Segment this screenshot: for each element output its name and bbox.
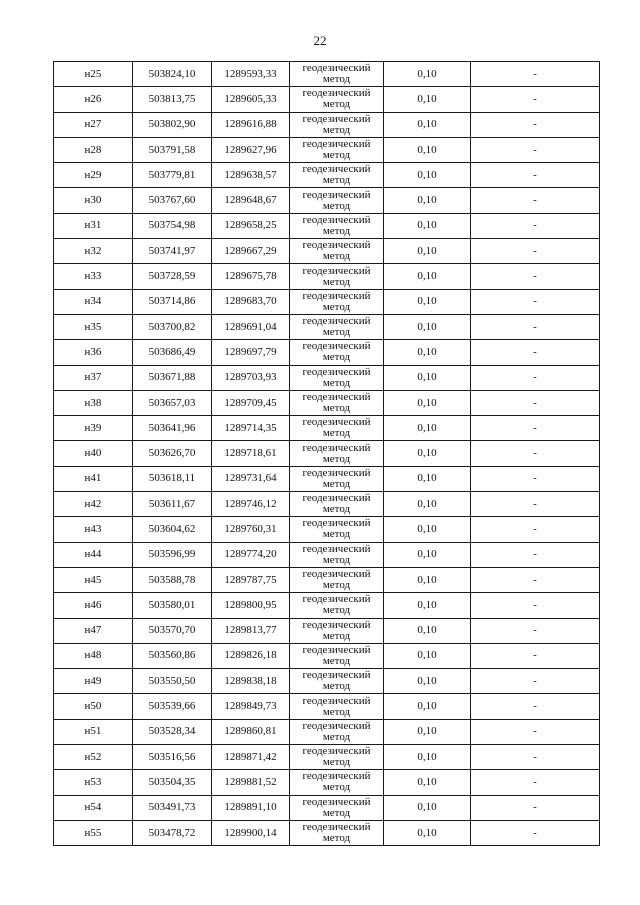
- method-cell: [290, 365, 384, 390]
- method-line-1: геодезический: [302, 492, 371, 505]
- method-line-2: метод: [322, 579, 351, 592]
- accuracy-cell: 0,10: [384, 618, 471, 643]
- accuracy-cell: 0,10: [384, 567, 471, 592]
- table-row: [54, 643, 600, 668]
- table-row: [54, 340, 600, 365]
- note-cell: -: [471, 239, 600, 264]
- method-cell: [290, 213, 384, 238]
- x-coordinate-cell: 503618,11: [133, 466, 212, 491]
- method-cell: [290, 441, 384, 466]
- method-line-1: геодезический: [302, 618, 371, 631]
- method-line-1: геодезический: [302, 416, 371, 429]
- note-cell: -: [471, 770, 600, 795]
- method-line-1: геодезический: [302, 264, 371, 277]
- table-row: [54, 719, 600, 744]
- note-cell: -: [471, 820, 600, 845]
- x-coordinate-cell: 503714,86: [133, 289, 212, 314]
- accuracy-cell: 0,10: [384, 669, 471, 694]
- x-coordinate-cell: 503671,88: [133, 365, 212, 390]
- x-coordinate-cell: 503580,01: [133, 593, 212, 618]
- page-number: 22: [313, 33, 327, 48]
- y-coordinate-cell: 1289813,77: [212, 618, 290, 643]
- y-coordinate-cell: 1289709,45: [212, 390, 290, 415]
- x-coordinate-cell: 503641,96: [133, 416, 212, 441]
- table-row: [54, 137, 600, 162]
- accuracy-cell: 0,10: [384, 542, 471, 567]
- method-line-1: геодезический: [302, 315, 371, 328]
- table-row: [54, 820, 600, 845]
- table-row: [54, 593, 600, 618]
- method-line-2: метод: [322, 832, 351, 845]
- x-coordinate-cell: 503741,97: [133, 239, 212, 264]
- method-line-1: геодезический: [302, 112, 371, 125]
- method-line-1: геодезический: [302, 517, 371, 530]
- y-coordinate-cell: 1289731,64: [212, 466, 290, 491]
- method-line-1: геодезический: [302, 795, 371, 808]
- method-line-1: геодезический: [302, 542, 371, 555]
- method-line-2: метод: [322, 427, 351, 440]
- method-cell: [290, 492, 384, 517]
- x-coordinate-cell: 503539,66: [133, 694, 212, 719]
- y-coordinate-cell: 1289891,10: [212, 795, 290, 820]
- y-coordinate-cell: 1289675,78: [212, 264, 290, 289]
- point-name-cell: н43: [54, 517, 133, 542]
- method-line-1: геодезический: [302, 239, 371, 252]
- method-line-1: геодезический: [302, 62, 371, 75]
- method-cell: [290, 314, 384, 339]
- y-coordinate-cell: 1289881,52: [212, 770, 290, 795]
- method-line-2: метод: [322, 452, 351, 465]
- note-cell: -: [471, 390, 600, 415]
- x-coordinate-cell: 503560,86: [133, 643, 212, 668]
- accuracy-cell: 0,10: [384, 188, 471, 213]
- x-coordinate-cell: 503516,56: [133, 745, 212, 770]
- y-coordinate-cell: 1289838,18: [212, 669, 290, 694]
- x-coordinate-cell: 503754,98: [133, 213, 212, 238]
- method-line-2: метод: [322, 98, 351, 111]
- method-cell: [290, 62, 384, 87]
- point-name-cell: н44: [54, 542, 133, 567]
- method-cell: [290, 770, 384, 795]
- method-line-2: метод: [322, 553, 351, 566]
- x-coordinate-cell: 503824,10: [133, 62, 212, 87]
- method-cell: [290, 745, 384, 770]
- x-coordinate-cell: 503611,67: [133, 492, 212, 517]
- coordinates-table-body: [54, 62, 600, 846]
- table-row: [54, 795, 600, 820]
- method-cell: [290, 820, 384, 845]
- point-name-cell: н28: [54, 137, 133, 162]
- x-coordinate-cell: 503504,35: [133, 770, 212, 795]
- point-name-cell: н37: [54, 365, 133, 390]
- table-row: [54, 188, 600, 213]
- method-line-1: геодезический: [302, 188, 371, 201]
- note-cell: -: [471, 87, 600, 112]
- table-row: [54, 390, 600, 415]
- table-row: [54, 87, 600, 112]
- method-cell: [290, 264, 384, 289]
- point-name-cell: н55: [54, 820, 133, 845]
- point-name-cell: н27: [54, 112, 133, 137]
- note-cell: -: [471, 340, 600, 365]
- method-line-1: геодезический: [302, 340, 371, 353]
- method-line-2: метод: [322, 149, 351, 162]
- y-coordinate-cell: 1289697,79: [212, 340, 290, 365]
- method-line-2: метод: [322, 326, 351, 339]
- accuracy-cell: 0,10: [384, 441, 471, 466]
- x-coordinate-cell: 503802,90: [133, 112, 212, 137]
- note-cell: -: [471, 314, 600, 339]
- method-cell: [290, 163, 384, 188]
- table-row: [54, 745, 600, 770]
- point-name-cell: н51: [54, 719, 133, 744]
- y-coordinate-cell: 1289787,75: [212, 567, 290, 592]
- x-coordinate-cell: 503478,72: [133, 820, 212, 845]
- note-cell: -: [471, 618, 600, 643]
- table-row: [54, 416, 600, 441]
- method-cell: [290, 795, 384, 820]
- x-coordinate-cell: 503491,73: [133, 795, 212, 820]
- x-coordinate-cell: 503626,70: [133, 441, 212, 466]
- method-cell: [290, 719, 384, 744]
- method-line-1: геодезический: [302, 466, 371, 479]
- point-name-cell: н41: [54, 466, 133, 491]
- accuracy-cell: 0,10: [384, 517, 471, 542]
- method-line-1: геодезический: [302, 391, 371, 403]
- table-row: [54, 517, 600, 542]
- accuracy-cell: 0,10: [384, 264, 471, 289]
- method-line-1: геодезический: [302, 441, 371, 454]
- note-cell: -: [471, 795, 600, 820]
- point-name-cell: н46: [54, 593, 133, 618]
- method-cell: [290, 618, 384, 643]
- accuracy-cell: 0,10: [384, 137, 471, 162]
- table-row: [54, 264, 600, 289]
- point-name-cell: н40: [54, 441, 133, 466]
- accuracy-cell: 0,10: [384, 163, 471, 188]
- point-name-cell: н29: [54, 163, 133, 188]
- note-cell: -: [471, 416, 600, 441]
- point-name-cell: н33: [54, 264, 133, 289]
- table-row: [54, 163, 600, 188]
- y-coordinate-cell: 1289616,88: [212, 112, 290, 137]
- accuracy-cell: 0,10: [384, 365, 471, 390]
- x-coordinate-cell: 503588,78: [133, 567, 212, 592]
- point-name-cell: н45: [54, 567, 133, 592]
- x-coordinate-cell: 503791,58: [133, 137, 212, 162]
- method-line-2: метод: [322, 806, 351, 819]
- accuracy-cell: 0,10: [384, 719, 471, 744]
- y-coordinate-cell: 1289849,73: [212, 694, 290, 719]
- method-line-1: геодезический: [302, 87, 371, 100]
- method-line-1: геодезический: [302, 719, 371, 732]
- x-coordinate-cell: 503686,49: [133, 340, 212, 365]
- point-name-cell: н31: [54, 213, 133, 238]
- point-name-cell: н36: [54, 340, 133, 365]
- accuracy-cell: 0,10: [384, 643, 471, 668]
- accuracy-cell: 0,10: [384, 112, 471, 137]
- method-cell: [290, 289, 384, 314]
- y-coordinate-cell: 1289900,14: [212, 820, 290, 845]
- point-name-cell: н25: [54, 62, 133, 87]
- y-coordinate-cell: 1289746,12: [212, 492, 290, 517]
- table-row: [54, 466, 600, 491]
- point-name-cell: н54: [54, 795, 133, 820]
- method-line-2: метод: [322, 756, 351, 769]
- table-row: [54, 441, 600, 466]
- x-coordinate-cell: 503728,59: [133, 264, 212, 289]
- method-line-2: метод: [322, 503, 351, 516]
- y-coordinate-cell: 1289691,04: [212, 314, 290, 339]
- method-line-2: метод: [322, 629, 351, 642]
- note-cell: -: [471, 542, 600, 567]
- note-cell: -: [471, 593, 600, 618]
- note-cell: -: [471, 567, 600, 592]
- y-coordinate-cell: 1289658,25: [212, 213, 290, 238]
- table-row: [54, 618, 600, 643]
- table-row: [54, 239, 600, 264]
- y-coordinate-cell: 1289683,70: [212, 289, 290, 314]
- method-line-1: геодезический: [302, 745, 371, 758]
- note-cell: -: [471, 264, 600, 289]
- method-line-1: геодезический: [302, 568, 371, 581]
- point-name-cell: н32: [54, 239, 133, 264]
- method-cell: [290, 694, 384, 719]
- y-coordinate-cell: 1289648,67: [212, 188, 290, 213]
- point-name-cell: н53: [54, 770, 133, 795]
- table-row: [54, 669, 600, 694]
- accuracy-cell: 0,10: [384, 62, 471, 87]
- method-line-1: геодезический: [302, 213, 371, 226]
- method-line-1: геодезический: [302, 694, 371, 707]
- method-cell: [290, 188, 384, 213]
- table-row: [54, 694, 600, 719]
- note-cell: -: [471, 112, 600, 137]
- point-name-cell: н38: [54, 390, 133, 415]
- point-name-cell: н48: [54, 643, 133, 668]
- method-line-2: метод: [322, 604, 351, 617]
- method-line-1: геодезический: [302, 770, 371, 783]
- note-cell: -: [471, 62, 600, 87]
- y-coordinate-cell: 1289860,81: [212, 719, 290, 744]
- point-name-cell: н30: [54, 188, 133, 213]
- table-row: [54, 492, 600, 517]
- method-line-2: метод: [322, 224, 351, 237]
- method-line-2: метод: [322, 300, 351, 313]
- method-cell: [290, 112, 384, 137]
- method-line-1: геодезический: [302, 669, 371, 682]
- accuracy-cell: 0,10: [384, 492, 471, 517]
- method-line-2: метод: [322, 123, 351, 136]
- accuracy-cell: 0,10: [384, 289, 471, 314]
- x-coordinate-cell: 503550,50: [133, 669, 212, 694]
- method-cell: [290, 567, 384, 592]
- method-line-1: геодезический: [302, 138, 371, 151]
- accuracy-cell: 0,10: [384, 795, 471, 820]
- method-line-1: геодезический: [302, 365, 371, 378]
- table-row: [54, 213, 600, 238]
- method-line-2: метод: [322, 705, 351, 718]
- point-name-cell: н52: [54, 745, 133, 770]
- table-row: [54, 542, 600, 567]
- method-cell: [290, 137, 384, 162]
- method-cell: [290, 643, 384, 668]
- method-line-2: метод: [322, 528, 351, 541]
- method-line-2: метод: [322, 477, 351, 490]
- note-cell: -: [471, 188, 600, 213]
- table-row: [54, 314, 600, 339]
- y-coordinate-cell: 1289627,96: [212, 137, 290, 162]
- method-line-2: метод: [322, 402, 351, 414]
- point-name-cell: н39: [54, 416, 133, 441]
- method-line-2: метод: [322, 250, 351, 263]
- x-coordinate-cell: 503570,70: [133, 618, 212, 643]
- note-cell: -: [471, 137, 600, 162]
- note-cell: -: [471, 719, 600, 744]
- method-line-1: геодезический: [302, 821, 371, 834]
- table-row: [54, 62, 600, 87]
- note-cell: -: [471, 694, 600, 719]
- method-line-2: метод: [322, 73, 351, 86]
- point-name-cell: н35: [54, 314, 133, 339]
- y-coordinate-cell: 1289826,18: [212, 643, 290, 668]
- y-coordinate-cell: 1289703,93: [212, 365, 290, 390]
- x-coordinate-cell: 503767,60: [133, 188, 212, 213]
- method-line-2: метод: [322, 351, 351, 364]
- y-coordinate-cell: 1289638,57: [212, 163, 290, 188]
- table-row: [54, 289, 600, 314]
- y-coordinate-cell: 1289718,61: [212, 441, 290, 466]
- note-cell: -: [471, 643, 600, 668]
- accuracy-cell: 0,10: [384, 820, 471, 845]
- method-cell: [290, 390, 384, 415]
- accuracy-cell: 0,10: [384, 466, 471, 491]
- accuracy-cell: 0,10: [384, 239, 471, 264]
- method-cell: [290, 542, 384, 567]
- method-cell: [290, 593, 384, 618]
- x-coordinate-cell: 503700,82: [133, 314, 212, 339]
- method-cell: [290, 340, 384, 365]
- x-coordinate-cell: 503604,62: [133, 517, 212, 542]
- accuracy-cell: 0,10: [384, 87, 471, 112]
- method-line-2: метод: [322, 680, 351, 693]
- y-coordinate-cell: 1289871,42: [212, 745, 290, 770]
- method-line-1: геодезический: [302, 593, 371, 606]
- method-line-2: метод: [322, 275, 351, 288]
- accuracy-cell: 0,10: [384, 593, 471, 618]
- method-line-2: метод: [322, 199, 351, 212]
- point-name-cell: н50: [54, 694, 133, 719]
- x-coordinate-cell: 503528,34: [133, 719, 212, 744]
- method-line-2: метод: [322, 654, 351, 667]
- point-name-cell: н26: [54, 87, 133, 112]
- accuracy-cell: 0,10: [384, 213, 471, 238]
- method-line-2: метод: [322, 376, 351, 389]
- note-cell: -: [471, 163, 600, 188]
- table-row: [54, 365, 600, 390]
- note-cell: -: [471, 745, 600, 770]
- coordinates-table: [53, 61, 600, 846]
- table-row: [54, 770, 600, 795]
- note-cell: -: [471, 669, 600, 694]
- point-name-cell: н34: [54, 289, 133, 314]
- method-line-1: геодезический: [302, 163, 371, 176]
- method-line-2: метод: [322, 174, 351, 187]
- y-coordinate-cell: 1289593,33: [212, 62, 290, 87]
- note-cell: -: [471, 441, 600, 466]
- accuracy-cell: 0,10: [384, 416, 471, 441]
- accuracy-cell: 0,10: [384, 314, 471, 339]
- note-cell: -: [471, 466, 600, 491]
- accuracy-cell: 0,10: [384, 340, 471, 365]
- method-cell: [290, 466, 384, 491]
- y-coordinate-cell: 1289774,20: [212, 542, 290, 567]
- note-cell: -: [471, 289, 600, 314]
- y-coordinate-cell: 1289605,33: [212, 87, 290, 112]
- accuracy-cell: 0,10: [384, 745, 471, 770]
- x-coordinate-cell: 503596,99: [133, 542, 212, 567]
- note-cell: -: [471, 492, 600, 517]
- method-cell: [290, 87, 384, 112]
- table-row: [54, 112, 600, 137]
- accuracy-cell: 0,10: [384, 694, 471, 719]
- x-coordinate-cell: 503813,75: [133, 87, 212, 112]
- y-coordinate-cell: 1289800,95: [212, 593, 290, 618]
- method-line-2: метод: [322, 781, 351, 794]
- point-name-cell: н42: [54, 492, 133, 517]
- x-coordinate-cell: 503657,03: [133, 390, 212, 415]
- accuracy-cell: 0,10: [384, 770, 471, 795]
- y-coordinate-cell: 1289714,35: [212, 416, 290, 441]
- method-cell: [290, 416, 384, 441]
- method-cell: [290, 669, 384, 694]
- method-line-2: метод: [322, 730, 351, 743]
- x-coordinate-cell: 503779,81: [133, 163, 212, 188]
- point-name-cell: н47: [54, 618, 133, 643]
- method-line-1: геодезический: [302, 643, 371, 656]
- method-cell: [290, 517, 384, 542]
- table-row: [54, 567, 600, 592]
- note-cell: -: [471, 213, 600, 238]
- accuracy-cell: 0,10: [384, 390, 471, 415]
- method-cell: [290, 239, 384, 264]
- point-name-cell: н49: [54, 669, 133, 694]
- note-cell: -: [471, 365, 600, 390]
- note-cell: -: [471, 517, 600, 542]
- y-coordinate-cell: 1289760,31: [212, 517, 290, 542]
- y-coordinate-cell: 1289667,29: [212, 239, 290, 264]
- method-line-1: геодезический: [302, 289, 371, 302]
